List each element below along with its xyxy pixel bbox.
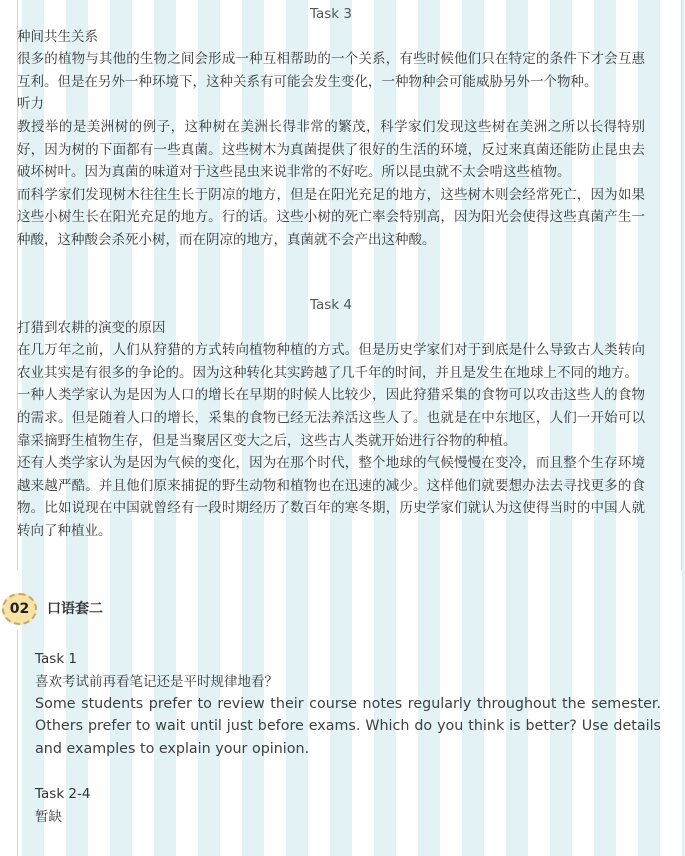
task4-title: Task 4 <box>309 297 353 313</box>
task3-listening-paragraph-2: 而科学家们发现树木往往生长于阴凉的地方，但是在阳光充足的地方，这些树木则会经常死亡，因为如果这些小树生长在阳光充足的地方。行的话。这些小树的死亡率会特别高，因为阳光会使得这些真菌产生一种酸，这种酸会杀死小树，而在阴凉的地方，真菌就不会产出这种酸。 <box>17 186 645 248</box>
task24-section <box>35 783 661 828</box>
section-number-badge: 02 <box>2 593 37 625</box>
task1-question-cn: 喜欢考试前再看笔记还是平时规律地看？ <box>35 673 278 690</box>
task1-title: Task 1 <box>35 651 78 667</box>
task3-reading: 很多的植物与其他的生物之间会形成一种互相帮助的一个关系，有些时候他们只在特定的条件下才会互惠互利。但是在另外一种环境下，这种关系有可能会发生变化，一种物种会可能威胁另外一个物种。 <box>17 51 645 90</box>
task3-title: Task 3 <box>309 6 353 22</box>
task4-topic: 打猎到农耕的演变的原因 <box>17 319 166 336</box>
task1-section <box>35 648 661 760</box>
task4-paragraph-2: 一种人类学家认为是因为人口的增长在早期的时候人比较少，因此狩猎采集的食物可以攻击这些人的食物的需求。但是随着人口的增长，采集的食物已经无法养活这些人了。也就是在中东地区，人们一开始可以靠采摘野生植物生存，但是当聚居区变大之后，这些古人类就开始进行谷物的种植。 <box>17 387 645 449</box>
task4-paragraph-3: 还有人类学家认为是因为气候的变化，因为在那个时代，整个地球的气候慢慢在变冷，而且整个生存环境越来越严酷。并且他们原来捕捉的野生动物和植物也在迅速的减少。这样他们就要想办法去寻找更多的食物。比如说现在中国就曾经有一段时期经历了数百年的寒冬期，历史学家们就认为这使得当时的中国人就转向了种植业。 <box>17 455 645 539</box>
task3-listening-paragraph-1: 教授举的是美洲树的例子，这种树在美洲长得非常的繁茂，科学家们发现这些树在美洲之所以长得特别好，因为树的下面都有一些真菌。这些树木为真菌提供了很好的生活的环境，反过来真菌还能防止昆虫去破坏树叶。因为真菌的味道对于这些昆虫来说非常的不好吃。所以昆虫就不太会啃这些植物。 <box>17 118 645 181</box>
task3-topic: 种间共生关系 <box>17 28 98 45</box>
task24-content: 暂缺 <box>35 808 62 825</box>
task24-title: Task 2-4 <box>35 786 91 802</box>
task4-section <box>17 294 645 543</box>
task3-listening-label: 听力 <box>17 96 44 113</box>
task4-paragraph-1: 在几万年之前，人们从狩猎的方式转向植物种植的方式。但是历史学家们对于到底是什么导致古人类转向农业其实是有很多的争论的。因为这种转化其实跨越了几千年的时间，并且是发生在地球上不同的地方。 <box>17 342 645 381</box>
section-heading <box>0 590 685 626</box>
section-title: 口语套二 <box>47 601 103 617</box>
task1-question-en: Some students prefer to review their course notes regularly throughout the semester. Others prefer to wait until just before exams. Which do you think is better? Use details and examples to explain your opinion. <box>35 696 661 757</box>
task3-section <box>17 3 645 252</box>
